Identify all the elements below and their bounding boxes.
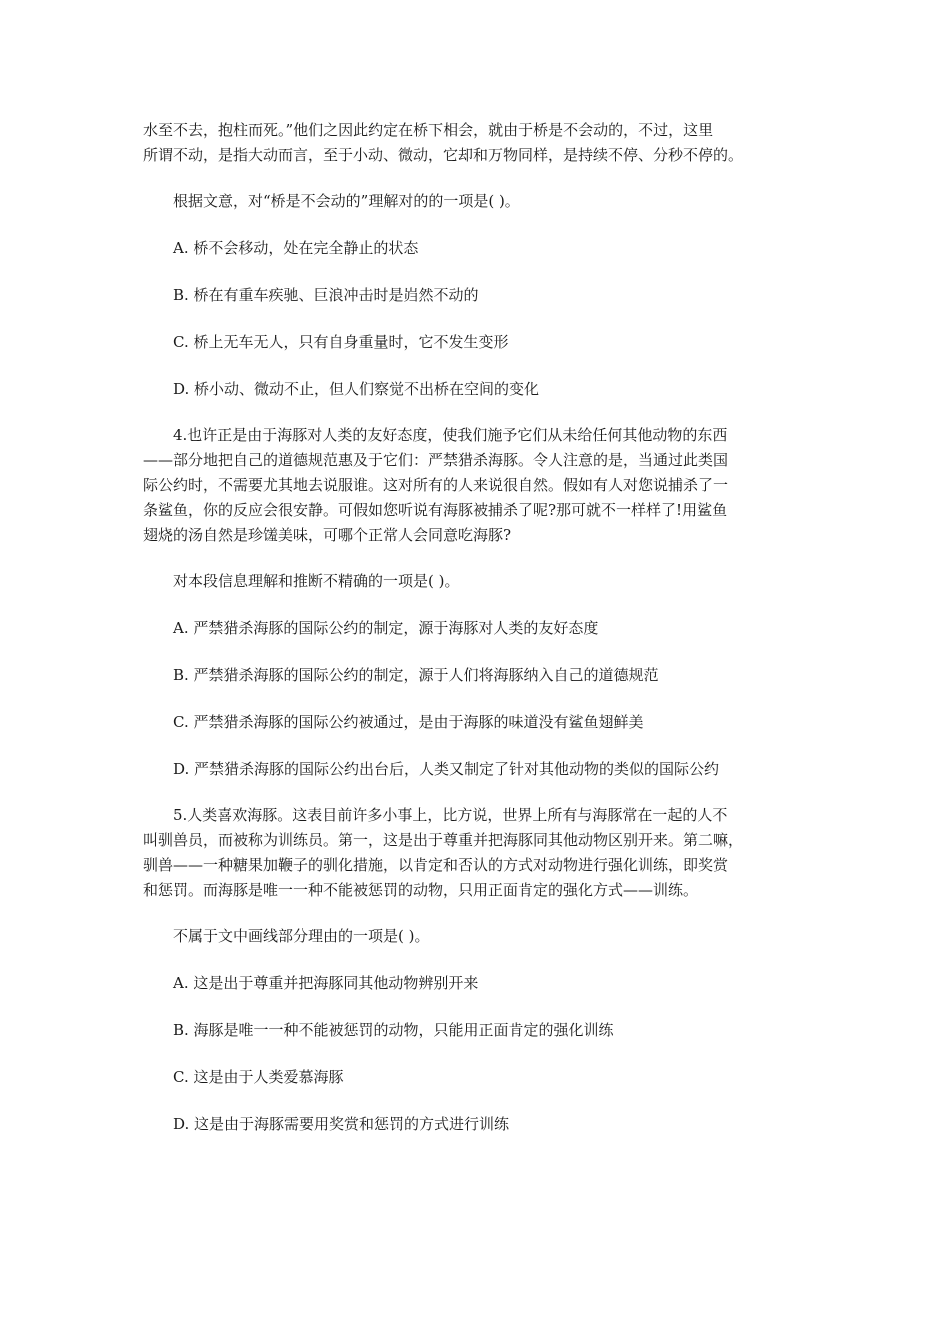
paragraph-line: 际公约时，不需要尤其地去说服谁。这对所有的人来说很自然。假如有人对您说捕杀了一 (143, 476, 729, 494)
passage-5 (143, 803, 813, 903)
paragraph-line: 和惩罚。而海豚是唯一一种不能被惩罚的动物，只用正面肯定的强化方式——训练。 (143, 881, 699, 899)
question-5-option-a: A. 这是出于尊重并把海豚同其他动物辨别开来 (173, 974, 479, 992)
document-page (143, 118, 813, 1137)
paragraph-line: 4.也许正是由于海豚对人类的友好态度，使我们施予它们从未给任何其他动物的东西 (173, 426, 728, 444)
question-4-option-a: A. 严禁猎杀海豚的国际公约的制定，源于海豚对人类的友好态度 (173, 619, 599, 637)
paragraph-line: 叫驯兽员，而被称为训练员。第一，这是出于尊重并把海豚同其他动物区别开来。第二嘛， (143, 831, 744, 849)
paragraph-line: 5.人类喜欢海豚。这表目前许多小事上，比方说，世界上所有与海豚常在一起的人不 (173, 806, 728, 824)
question-3-option-d: D. 桥小动、微动不止，但人们察觉不出桥在空间的变化 (173, 380, 540, 398)
question-3-option-b: B. 桥在有重车疾驰、巨浪冲击时是岿然不动的 (173, 286, 479, 304)
question-5-stem: 不属于文中画线部分理由的一项是( )。 (173, 927, 430, 945)
question-3-option-c: C. 桥上无车无人，只有自身重量时，它不发生变形 (173, 333, 509, 351)
question-5-option-c: C. 这是由于人类爱慕海豚 (173, 1068, 344, 1086)
question-3-stem: 根据文意，对“桥是不会动的”理解对的的一项是( )。 (173, 192, 520, 210)
question-4-option-b: B. 严禁猎杀海豚的国际公约的制定，源于人们将海豚纳入自己的道德规范 (173, 666, 659, 684)
passage-4 (143, 423, 813, 548)
paragraph-line: 驯兽——一种糖果加鞭子的驯化措施，以肯定和否认的方式对动物进行强化训练，即奖赏 (143, 856, 729, 874)
paragraph-line: 翅烧的汤自然是珍馐美味，可哪个正常人会同意吃海豚? (143, 526, 512, 544)
question-5-option-b: B. 海豚是唯一一种不能被惩罚的动物，只能用正面肯定的强化训练 (173, 1021, 614, 1039)
question-4-option-c: C. 严禁猎杀海豚的国际公约被通过，是由于海豚的味道没有鲨鱼翅鲜美 (173, 713, 644, 731)
paragraph-line: 条鲨鱼，你的反应会很安静。可假如您听说有海豚被捕杀了呢?那可就不一样样了!用鲨鱼 (143, 501, 728, 519)
passage-3-tail (143, 118, 813, 168)
question-3-option-a: A. 桥不会移动，处在完全静止的状态 (173, 239, 419, 257)
paragraph-line: ——部分地把自己的道德规范惠及于它们：严禁猎杀海豚。令人注意的是，当通过此类国 (143, 451, 729, 469)
question-4-stem: 对本段信息理解和推断不精确的一项是( )。 (173, 572, 460, 590)
paragraph-line: 所谓不动，是指大动而言，至于小动、微动，它却和万物同样，是持续不停、分秒不停的。 (143, 146, 744, 164)
question-4-option-d: D. 严禁猎杀海豚的国际公约出台后，人类又制定了针对其他动物的类似的国际公约 (173, 760, 720, 778)
question-5-option-d: D. 这是由于海豚需要用奖赏和惩罚的方式进行训练 (173, 1115, 510, 1133)
paragraph-line: 水至不去，抱柱而死。”他们之因此约定在桥下相会，就由于桥是不会动的，不过，这里 (143, 121, 714, 139)
